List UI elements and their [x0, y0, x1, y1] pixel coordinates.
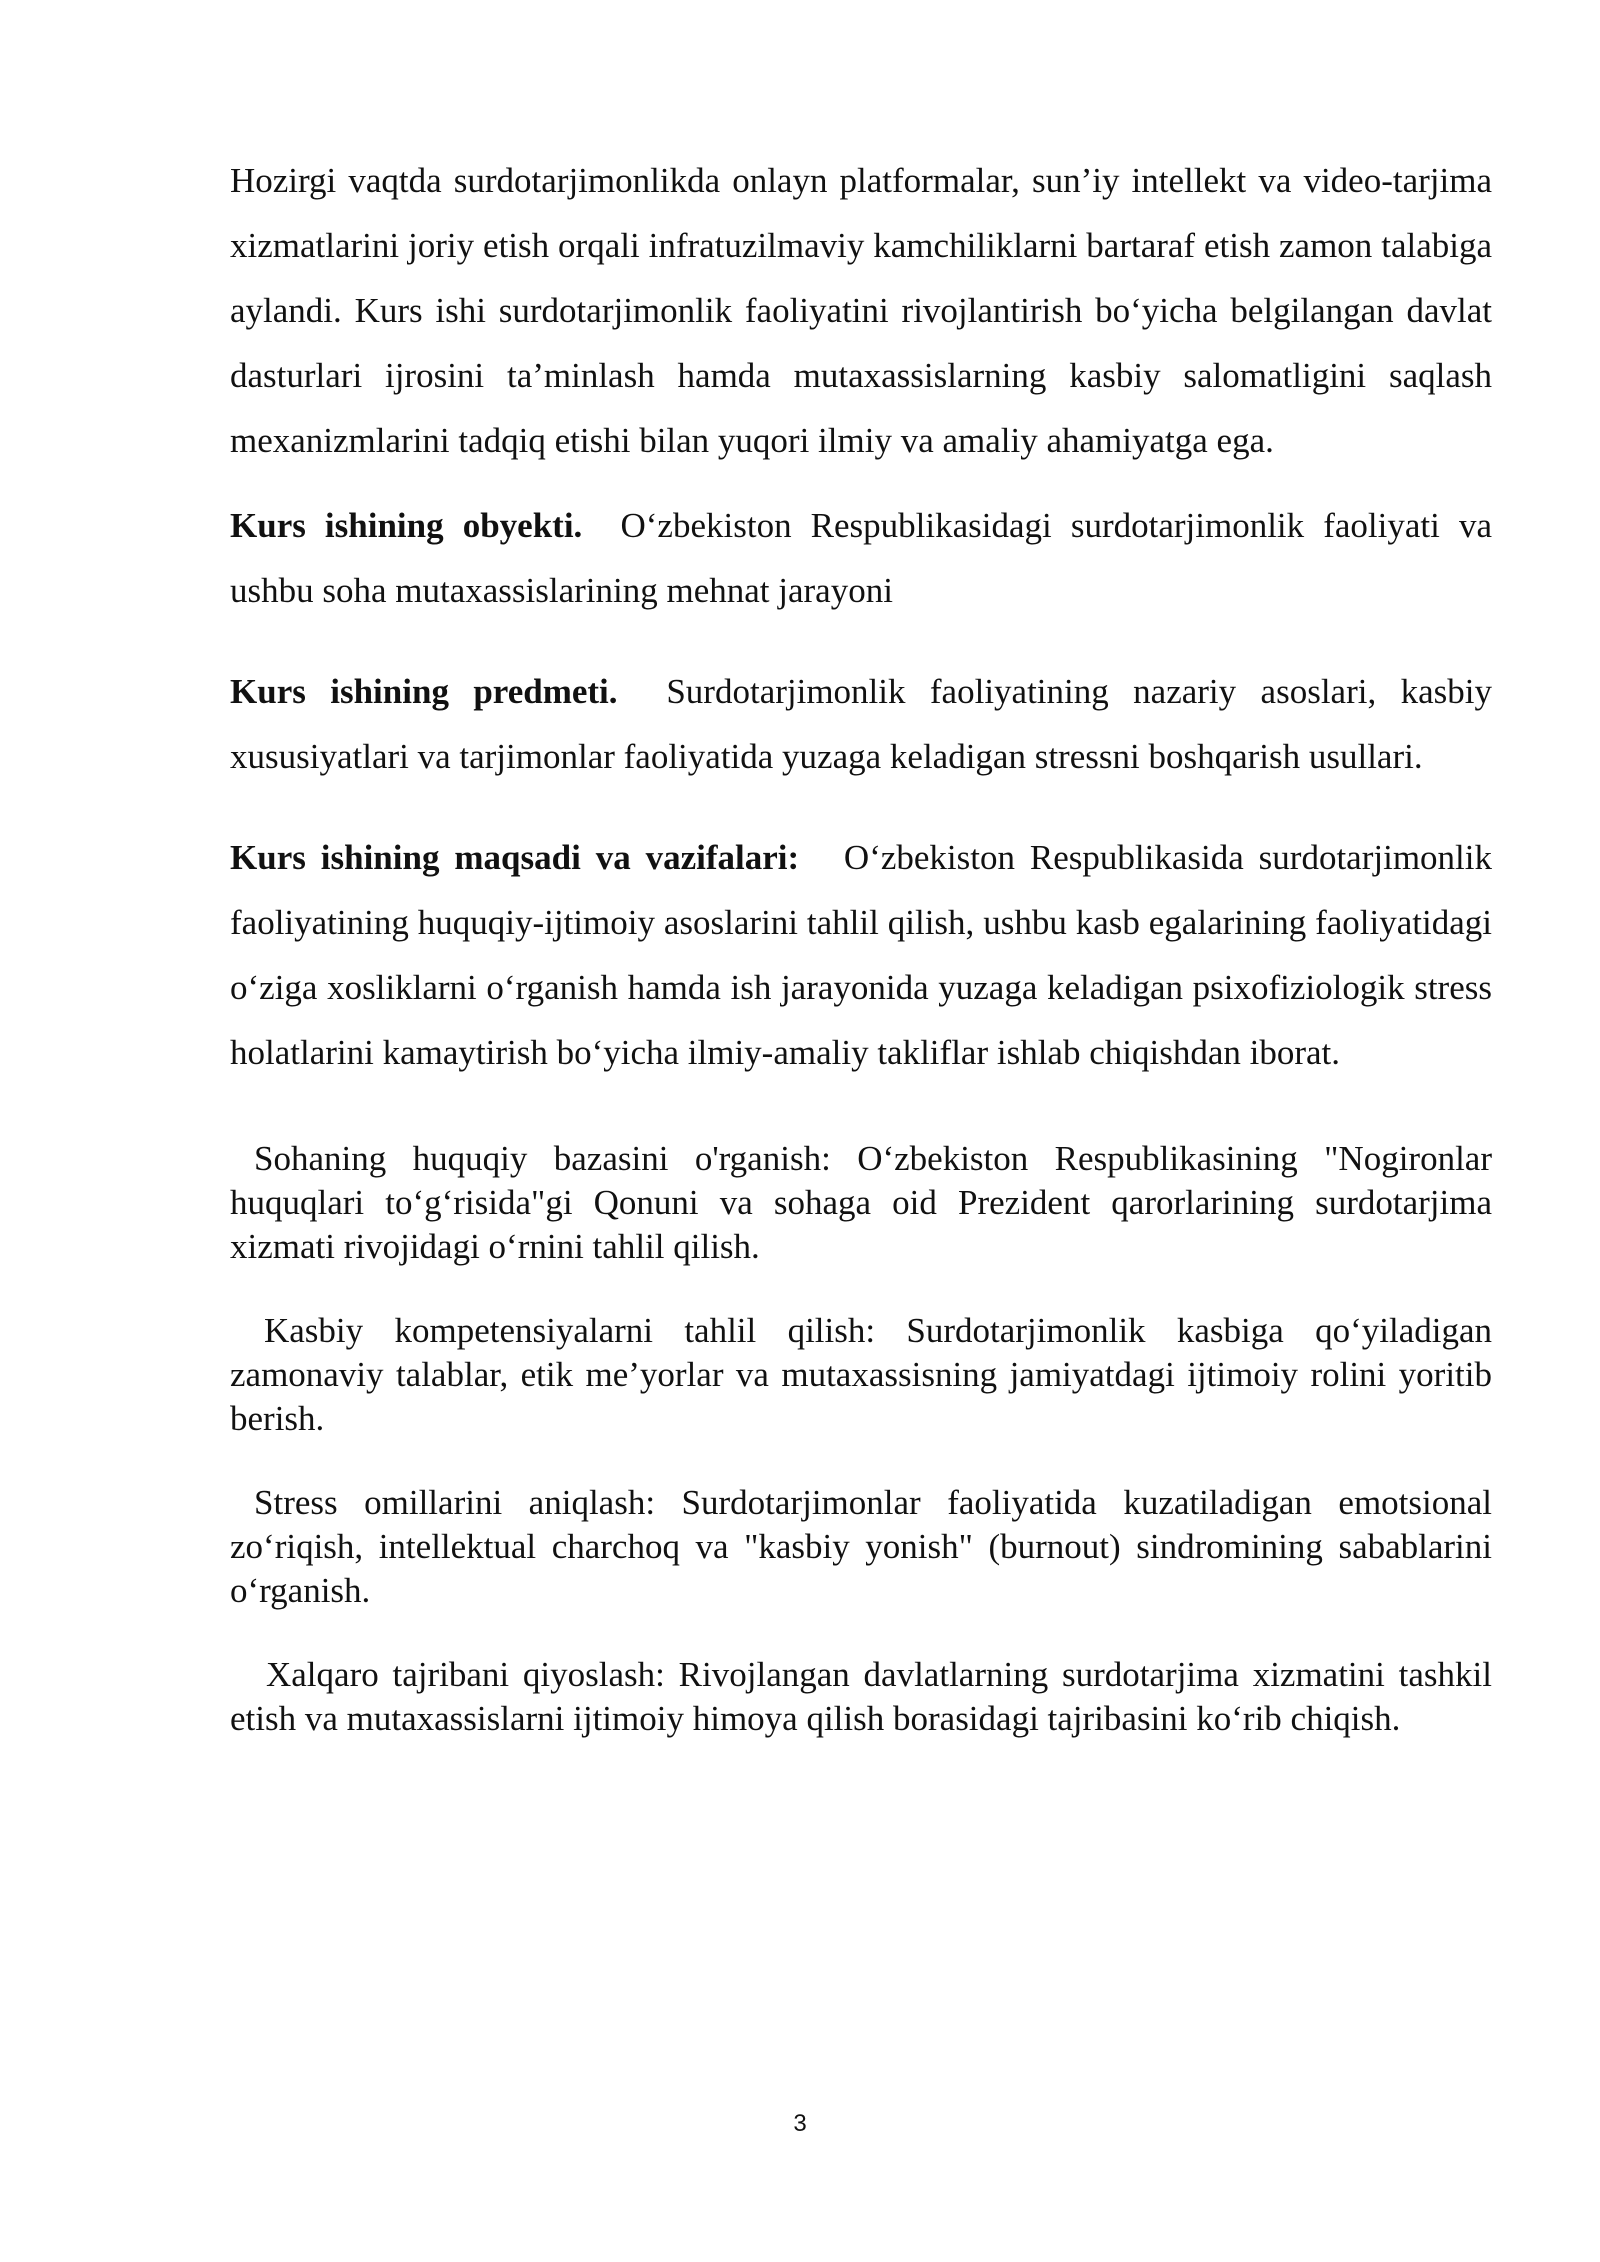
task-paragraph-legal: Sohaning huquqiy bazasini o'rganish: O‘zbekiston Respublikasining "Nogironlar huquqlari to‘g‘risida"gi Qonuni va sohaga oid Prezident qarorlarining surdotarjima xizmati rivojidagi o‘rnini tahlil qilish. — [230, 1139, 1492, 1266]
task-paragraph-competence: Kasbiy kompetensiyalarni tahlil qilish: Surdotarjimonlik kasbiga qo‘yiladigan zamonaviy talablar, etik me’yorlar va mutaxassisning jamiyatdagi ijtimoiy rolini yoritib berish. — [230, 1311, 1492, 1438]
object-label: Kurs ishining obyekti. — [230, 506, 583, 545]
subject-label: Kurs ishining predmeti. — [230, 672, 618, 711]
task-paragraph-stress: Stress omillarini aniqlash: Surdotarjimonlar faoliyatida kuzatiladigan emotsional zo‘riqish, intellektual charchoq va "kasbiy yonish" (burnout) sindromining sabablarini o‘rganish. — [230, 1483, 1492, 1610]
goal-label: Kurs ishining maqsadi va vazifalari: — [230, 838, 800, 877]
object-text: O‘zbekiston Respublikasidagi surdotarjimonlik faoliyati va ushbu soha mutaxassislarining mehnat jarayoni — [230, 506, 1492, 610]
task-paragraph-international: Xalqaro tajribani qiyoslash: Rivojlangan davlatlarning surdotarjima xizmatini tashkil etish va mutaxassislarni ijtimoiy himoya qilish borasidagi tajribasini ko‘rib chiqish. — [230, 1655, 1492, 1738]
subject-text: Surdotarjimonlik faoliyatining nazariy asoslari, kasbiy xususiyatlari va tarjimonlar faoliyatida yuzaga keladigan stressni boshqarish usullari. — [230, 672, 1492, 776]
object-paragraph — [230, 493, 1492, 623]
intro-paragraph: Hozirgi vaqtda surdotarjimonlikda onlayn platformalar, sun’iy intellekt va video-tarjima xizmatlarini joriy etish orqali infratuzilmaviy kamchiliklarni bartaraf etish zamon talabiga aylandi. Kurs ishi surdotarjimonlik faoliyatini rivojlantirish bo‘yicha belgilangan davlat dasturlari ijrosini ta’minlash hamda mutaxassislarning kasbiy salomatligini saqlash mexanizmlarini tadqiq etishi bilan yuqori ilmiy va amaliy ahamiyatga ega. — [230, 161, 1492, 460]
goal-paragraph — [230, 825, 1492, 1085]
page-number: 3 — [793, 2110, 807, 2137]
subject-paragraph — [230, 659, 1492, 789]
document-page — [230, 148, 1492, 1741]
goal-text: O‘zbekiston Respublikasida surdotarjimonlik faoliyatining huquqiy-ijtimoiy asoslarini tahlil qilish, ushbu kasb egalarining faoliyatidagi o‘ziga xosliklarni o‘rganish hamda ish jarayonida yuzaga keladigan psixofiziologik stress holatlarini kamaytirish bo‘yicha ilmiy-amaliy takliflar ishlab chiqishdan iborat. — [230, 838, 1492, 1072]
